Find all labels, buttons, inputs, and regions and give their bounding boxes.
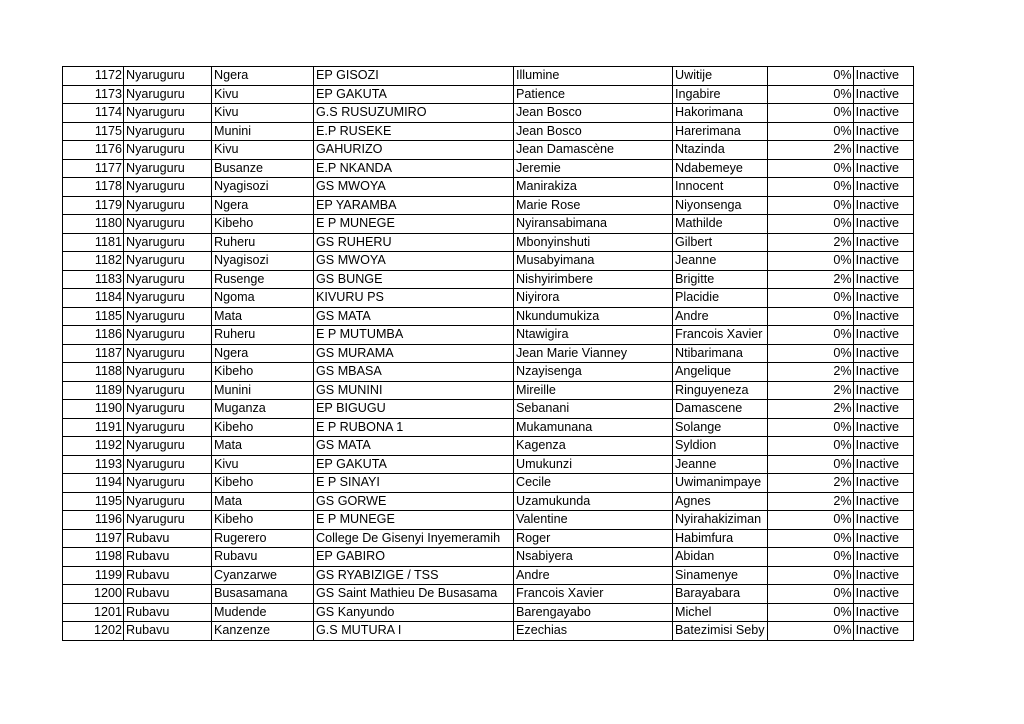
cell-id: 1196 [63, 511, 124, 530]
cell-id: 1197 [63, 529, 124, 548]
cell-last-name: Michel [673, 603, 768, 622]
cell-school: GS Kanyundo [314, 603, 514, 622]
cell-sector: Cyanzarwe [212, 566, 314, 585]
cell-last-name: Mathilde [673, 215, 768, 234]
table-row [63, 252, 914, 271]
table-row [63, 603, 914, 622]
cell-status: Inactive [853, 548, 913, 567]
cell-id: 1185 [63, 307, 124, 326]
cell-id: 1199 [63, 566, 124, 585]
cell-first-name: Niyirora [514, 289, 673, 308]
cell-id: 1191 [63, 418, 124, 437]
cell-district: Rubavu [124, 585, 212, 604]
cell-status: Inactive [853, 585, 913, 604]
cell-last-name: Abidan [673, 548, 768, 567]
cell-first-name: Jean Marie Vianney [514, 344, 673, 363]
cell-district: Rubavu [124, 566, 212, 585]
cell-last-name: Placidie [673, 289, 768, 308]
cell-district: Nyaruguru [124, 400, 212, 419]
table-row [63, 418, 914, 437]
cell-district: Nyaruguru [124, 159, 212, 178]
cell-first-name: Nzayisenga [514, 363, 673, 382]
cell-district: Nyaruguru [124, 437, 212, 456]
cell-sector: Rugerero [212, 529, 314, 548]
cell-status: Inactive [853, 566, 913, 585]
cell-id: 1182 [63, 252, 124, 271]
table-row [63, 159, 914, 178]
cell-district: Nyaruguru [124, 511, 212, 530]
cell-last-name: Jeanne [673, 252, 768, 271]
table-row [63, 400, 914, 419]
table-row [63, 67, 914, 86]
cell-sector: Ngoma [212, 289, 314, 308]
cell-first-name: Mireille [514, 381, 673, 400]
cell-first-name: Nyiransabimana [514, 215, 673, 234]
cell-first-name: Mukamunana [514, 418, 673, 437]
cell-id: 1180 [63, 215, 124, 234]
cell-id: 1190 [63, 400, 124, 419]
cell-last-name: Angelique [673, 363, 768, 382]
cell-district: Nyaruguru [124, 215, 212, 234]
table-row [63, 270, 914, 289]
cell-first-name: Jean Bosco [514, 122, 673, 141]
cell-last-name: Jeanne [673, 455, 768, 474]
cell-percent: 0% [767, 437, 853, 456]
cell-id: 1186 [63, 326, 124, 345]
cell-district: Nyaruguru [124, 326, 212, 345]
cell-status: Inactive [853, 437, 913, 456]
cell-status: Inactive [853, 67, 913, 86]
cell-district: Nyaruguru [124, 67, 212, 86]
cell-sector: Busasamana [212, 585, 314, 604]
cell-district: Nyaruguru [124, 178, 212, 197]
cell-first-name: Andre [514, 566, 673, 585]
cell-first-name: Manirakiza [514, 178, 673, 197]
cell-percent: 0% [767, 529, 853, 548]
table-row [63, 233, 914, 252]
cell-percent: 0% [767, 122, 853, 141]
cell-last-name: Solange [673, 418, 768, 437]
cell-sector: Mata [212, 437, 314, 456]
cell-first-name: Marie Rose [514, 196, 673, 215]
cell-percent: 0% [767, 585, 853, 604]
table-row [63, 455, 914, 474]
table-row [63, 122, 914, 141]
cell-school: EP YARAMBA [314, 196, 514, 215]
cell-school: EP GAKUTA [314, 455, 514, 474]
cell-first-name: Nishyirimbere [514, 270, 673, 289]
cell-district: Nyaruguru [124, 289, 212, 308]
cell-school: G.S MUTURA I [314, 622, 514, 641]
table-row [63, 344, 914, 363]
table-row [63, 492, 914, 511]
table-row [63, 104, 914, 123]
table-row [63, 511, 914, 530]
cell-school: EP GISOZI [314, 67, 514, 86]
cell-sector: Nyagisozi [212, 252, 314, 271]
cell-id: 1175 [63, 122, 124, 141]
cell-school: E P MUNEGE [314, 511, 514, 530]
cell-percent: 0% [767, 307, 853, 326]
cell-sector: Kibeho [212, 363, 314, 382]
table-row [63, 326, 914, 345]
cell-percent: 2% [767, 400, 853, 419]
cell-status: Inactive [853, 529, 913, 548]
cell-school: GS MBASA [314, 363, 514, 382]
cell-school: GS MATA [314, 437, 514, 456]
cell-first-name: Nkundumukiza [514, 307, 673, 326]
cell-id: 1201 [63, 603, 124, 622]
cell-status: Inactive [853, 141, 913, 160]
cell-status: Inactive [853, 233, 913, 252]
cell-district: Rubavu [124, 529, 212, 548]
cell-last-name: Barayabara [673, 585, 768, 604]
cell-school: EP GABIRO [314, 548, 514, 567]
cell-last-name: Francois Xavier [673, 326, 768, 345]
cell-status: Inactive [853, 622, 913, 641]
cell-sector: Kanzenze [212, 622, 314, 641]
cell-status: Inactive [853, 511, 913, 530]
table-row [63, 178, 914, 197]
cell-status: Inactive [853, 252, 913, 271]
cell-status: Inactive [853, 400, 913, 419]
cell-last-name: Brigitte [673, 270, 768, 289]
cell-last-name: Agnes [673, 492, 768, 511]
table-row [63, 622, 914, 641]
cell-status: Inactive [853, 270, 913, 289]
cell-last-name: Ringuyeneza [673, 381, 768, 400]
cell-last-name: Uwimanimpaye [673, 474, 768, 493]
cell-id: 1195 [63, 492, 124, 511]
cell-percent: 0% [767, 344, 853, 363]
cell-status: Inactive [853, 159, 913, 178]
cell-school: GS RYABIZIGE / TSS [314, 566, 514, 585]
cell-district: Nyaruguru [124, 418, 212, 437]
cell-first-name: Ntawigira [514, 326, 673, 345]
cell-id: 1192 [63, 437, 124, 456]
cell-percent: 2% [767, 363, 853, 382]
cell-percent: 0% [767, 67, 853, 86]
cell-sector: Kibeho [212, 215, 314, 234]
cell-school: E P RUBONA 1 [314, 418, 514, 437]
cell-id: 1189 [63, 381, 124, 400]
cell-first-name: Illumine [514, 67, 673, 86]
cell-id: 1200 [63, 585, 124, 604]
cell-first-name: Mbonyinshuti [514, 233, 673, 252]
cell-sector: Mudende [212, 603, 314, 622]
cell-id: 1187 [63, 344, 124, 363]
table-row [63, 566, 914, 585]
cell-first-name: Kagenza [514, 437, 673, 456]
cell-percent: 0% [767, 85, 853, 104]
cell-first-name: Jean Damascène [514, 141, 673, 160]
cell-percent: 2% [767, 270, 853, 289]
cell-status: Inactive [853, 85, 913, 104]
cell-school: KIVURU PS [314, 289, 514, 308]
cell-last-name: Habimfura [673, 529, 768, 548]
cell-id: 1193 [63, 455, 124, 474]
cell-first-name: Uzamukunda [514, 492, 673, 511]
cell-status: Inactive [853, 603, 913, 622]
cell-district: Nyaruguru [124, 141, 212, 160]
cell-sector: Ngera [212, 344, 314, 363]
cell-id: 1181 [63, 233, 124, 252]
cell-sector: Ngera [212, 196, 314, 215]
table-row [63, 289, 914, 308]
cell-first-name: Cecile [514, 474, 673, 493]
cell-last-name: Andre [673, 307, 768, 326]
cell-first-name: Sebanani [514, 400, 673, 419]
cell-first-name: Francois Xavier [514, 585, 673, 604]
cell-first-name: Jeremie [514, 159, 673, 178]
table-row [63, 215, 914, 234]
cell-last-name: Nyirahakiziman [673, 511, 768, 530]
cell-status: Inactive [853, 455, 913, 474]
cell-percent: 2% [767, 492, 853, 511]
cell-percent: 0% [767, 622, 853, 641]
cell-sector: Rubavu [212, 548, 314, 567]
cell-sector: Kivu [212, 85, 314, 104]
table-row [63, 437, 914, 456]
cell-last-name: Syldion [673, 437, 768, 456]
cell-school: GS BUNGE [314, 270, 514, 289]
cell-status: Inactive [853, 307, 913, 326]
cell-sector: Munini [212, 381, 314, 400]
cell-school: GS MWOYA [314, 178, 514, 197]
cell-school: E.P NKANDA [314, 159, 514, 178]
cell-last-name: Gilbert [673, 233, 768, 252]
cell-status: Inactive [853, 289, 913, 308]
table-row [63, 363, 914, 382]
cell-first-name: Umukunzi [514, 455, 673, 474]
cell-last-name: Ntibarimana [673, 344, 768, 363]
cell-school: E P MUNEGE [314, 215, 514, 234]
cell-last-name: Ingabire [673, 85, 768, 104]
cell-district: Nyaruguru [124, 474, 212, 493]
cell-status: Inactive [853, 196, 913, 215]
cell-district: Nyaruguru [124, 122, 212, 141]
cell-status: Inactive [853, 122, 913, 141]
cell-district: Nyaruguru [124, 196, 212, 215]
cell-school: GAHURIZO [314, 141, 514, 160]
cell-status: Inactive [853, 363, 913, 382]
cell-percent: 2% [767, 141, 853, 160]
cell-id: 1202 [63, 622, 124, 641]
cell-status: Inactive [853, 215, 913, 234]
table-row [63, 85, 914, 104]
cell-id: 1198 [63, 548, 124, 567]
cell-percent: 0% [767, 326, 853, 345]
cell-school: GS Saint Mathieu De Busasama [314, 585, 514, 604]
table-row [63, 474, 914, 493]
cell-percent: 0% [767, 289, 853, 308]
cell-id: 1194 [63, 474, 124, 493]
table-row [63, 529, 914, 548]
cell-school: GS RUHERU [314, 233, 514, 252]
table-row [63, 307, 914, 326]
cell-sector: Kibeho [212, 418, 314, 437]
cell-percent: 2% [767, 381, 853, 400]
cell-first-name: Ezechias [514, 622, 673, 641]
cell-first-name: Nsabiyera [514, 548, 673, 567]
cell-sector: Ruheru [212, 233, 314, 252]
cell-last-name: Uwitije [673, 67, 768, 86]
cell-district: Nyaruguru [124, 307, 212, 326]
table-row [63, 196, 914, 215]
cell-sector: Kivu [212, 455, 314, 474]
table-row [63, 585, 914, 604]
cell-status: Inactive [853, 492, 913, 511]
cell-district: Nyaruguru [124, 270, 212, 289]
cell-first-name: Jean Bosco [514, 104, 673, 123]
cell-status: Inactive [853, 381, 913, 400]
cell-district: Nyaruguru [124, 363, 212, 382]
cell-percent: 0% [767, 159, 853, 178]
cell-school: E.P RUSEKE [314, 122, 514, 141]
cell-id: 1179 [63, 196, 124, 215]
cell-school: College De Gisenyi Inyemeramih [314, 529, 514, 548]
cell-sector: Mata [212, 492, 314, 511]
cell-id: 1173 [63, 85, 124, 104]
cell-percent: 0% [767, 566, 853, 585]
cell-sector: Kivu [212, 104, 314, 123]
cell-id: 1184 [63, 289, 124, 308]
cell-district: Nyaruguru [124, 252, 212, 271]
cell-sector: Muganza [212, 400, 314, 419]
cell-district: Nyaruguru [124, 492, 212, 511]
table-row [63, 381, 914, 400]
cell-last-name: Ndabemeye [673, 159, 768, 178]
cell-id: 1176 [63, 141, 124, 160]
cell-first-name: Barengayabo [514, 603, 673, 622]
cell-school: E P MUTUMBA [314, 326, 514, 345]
cell-last-name: Hakorimana [673, 104, 768, 123]
cell-percent: 2% [767, 233, 853, 252]
cell-district: Nyaruguru [124, 344, 212, 363]
cell-school: GS MWOYA [314, 252, 514, 271]
cell-first-name: Roger [514, 529, 673, 548]
cell-status: Inactive [853, 344, 913, 363]
cell-sector: Rusenge [212, 270, 314, 289]
cell-district: Nyaruguru [124, 381, 212, 400]
cell-percent: 0% [767, 511, 853, 530]
cell-last-name: Harerimana [673, 122, 768, 141]
cell-id: 1174 [63, 104, 124, 123]
cell-last-name: Sinamenye [673, 566, 768, 585]
cell-status: Inactive [853, 418, 913, 437]
cell-id: 1172 [63, 67, 124, 86]
cell-school: GS GORWE [314, 492, 514, 511]
cell-last-name: Damascene [673, 400, 768, 419]
cell-percent: 0% [767, 252, 853, 271]
cell-status: Inactive [853, 326, 913, 345]
cell-percent: 0% [767, 178, 853, 197]
cell-id: 1183 [63, 270, 124, 289]
cell-percent: 0% [767, 418, 853, 437]
cell-district: Rubavu [124, 622, 212, 641]
cell-district: Nyaruguru [124, 104, 212, 123]
cell-percent: 0% [767, 548, 853, 567]
cell-status: Inactive [853, 104, 913, 123]
cell-last-name: Niyonsenga [673, 196, 768, 215]
cell-sector: Kivu [212, 141, 314, 160]
cell-first-name: Musabyimana [514, 252, 673, 271]
cell-status: Inactive [853, 178, 913, 197]
cell-percent: 0% [767, 455, 853, 474]
cell-district: Nyaruguru [124, 233, 212, 252]
cell-last-name: Ntazinda [673, 141, 768, 160]
table-row [63, 548, 914, 567]
cell-percent: 0% [767, 196, 853, 215]
cell-school: E P SINAYI [314, 474, 514, 493]
cell-school: GS MURAMA [314, 344, 514, 363]
cell-school: EP GAKUTA [314, 85, 514, 104]
cell-sector: Kibeho [212, 474, 314, 493]
cell-school: GS MATA [314, 307, 514, 326]
cell-id: 1177 [63, 159, 124, 178]
cell-sector: Ngera [212, 67, 314, 86]
cell-percent: 0% [767, 215, 853, 234]
cell-percent: 2% [767, 474, 853, 493]
data-table [62, 66, 914, 641]
cell-last-name: Innocent [673, 178, 768, 197]
cell-sector: Ruheru [212, 326, 314, 345]
cell-sector: Kibeho [212, 511, 314, 530]
cell-district: Rubavu [124, 548, 212, 567]
cell-district: Nyaruguru [124, 455, 212, 474]
cell-id: 1188 [63, 363, 124, 382]
cell-school: G.S RUSUZUMIRO [314, 104, 514, 123]
cell-id: 1178 [63, 178, 124, 197]
cell-percent: 0% [767, 603, 853, 622]
cell-last-name: Batezimisi Seby [673, 622, 768, 641]
cell-status: Inactive [853, 474, 913, 493]
cell-sector: Munini [212, 122, 314, 141]
cell-first-name: Patience [514, 85, 673, 104]
cell-district: Nyaruguru [124, 85, 212, 104]
cell-school: GS MUNINI [314, 381, 514, 400]
cell-sector: Nyagisozi [212, 178, 314, 197]
cell-sector: Mata [212, 307, 314, 326]
cell-percent: 0% [767, 104, 853, 123]
cell-first-name: Valentine [514, 511, 673, 530]
cell-district: Rubavu [124, 603, 212, 622]
cell-school: EP BIGUGU [314, 400, 514, 419]
table-row [63, 141, 914, 160]
table-body [63, 67, 914, 641]
cell-sector: Busanze [212, 159, 314, 178]
